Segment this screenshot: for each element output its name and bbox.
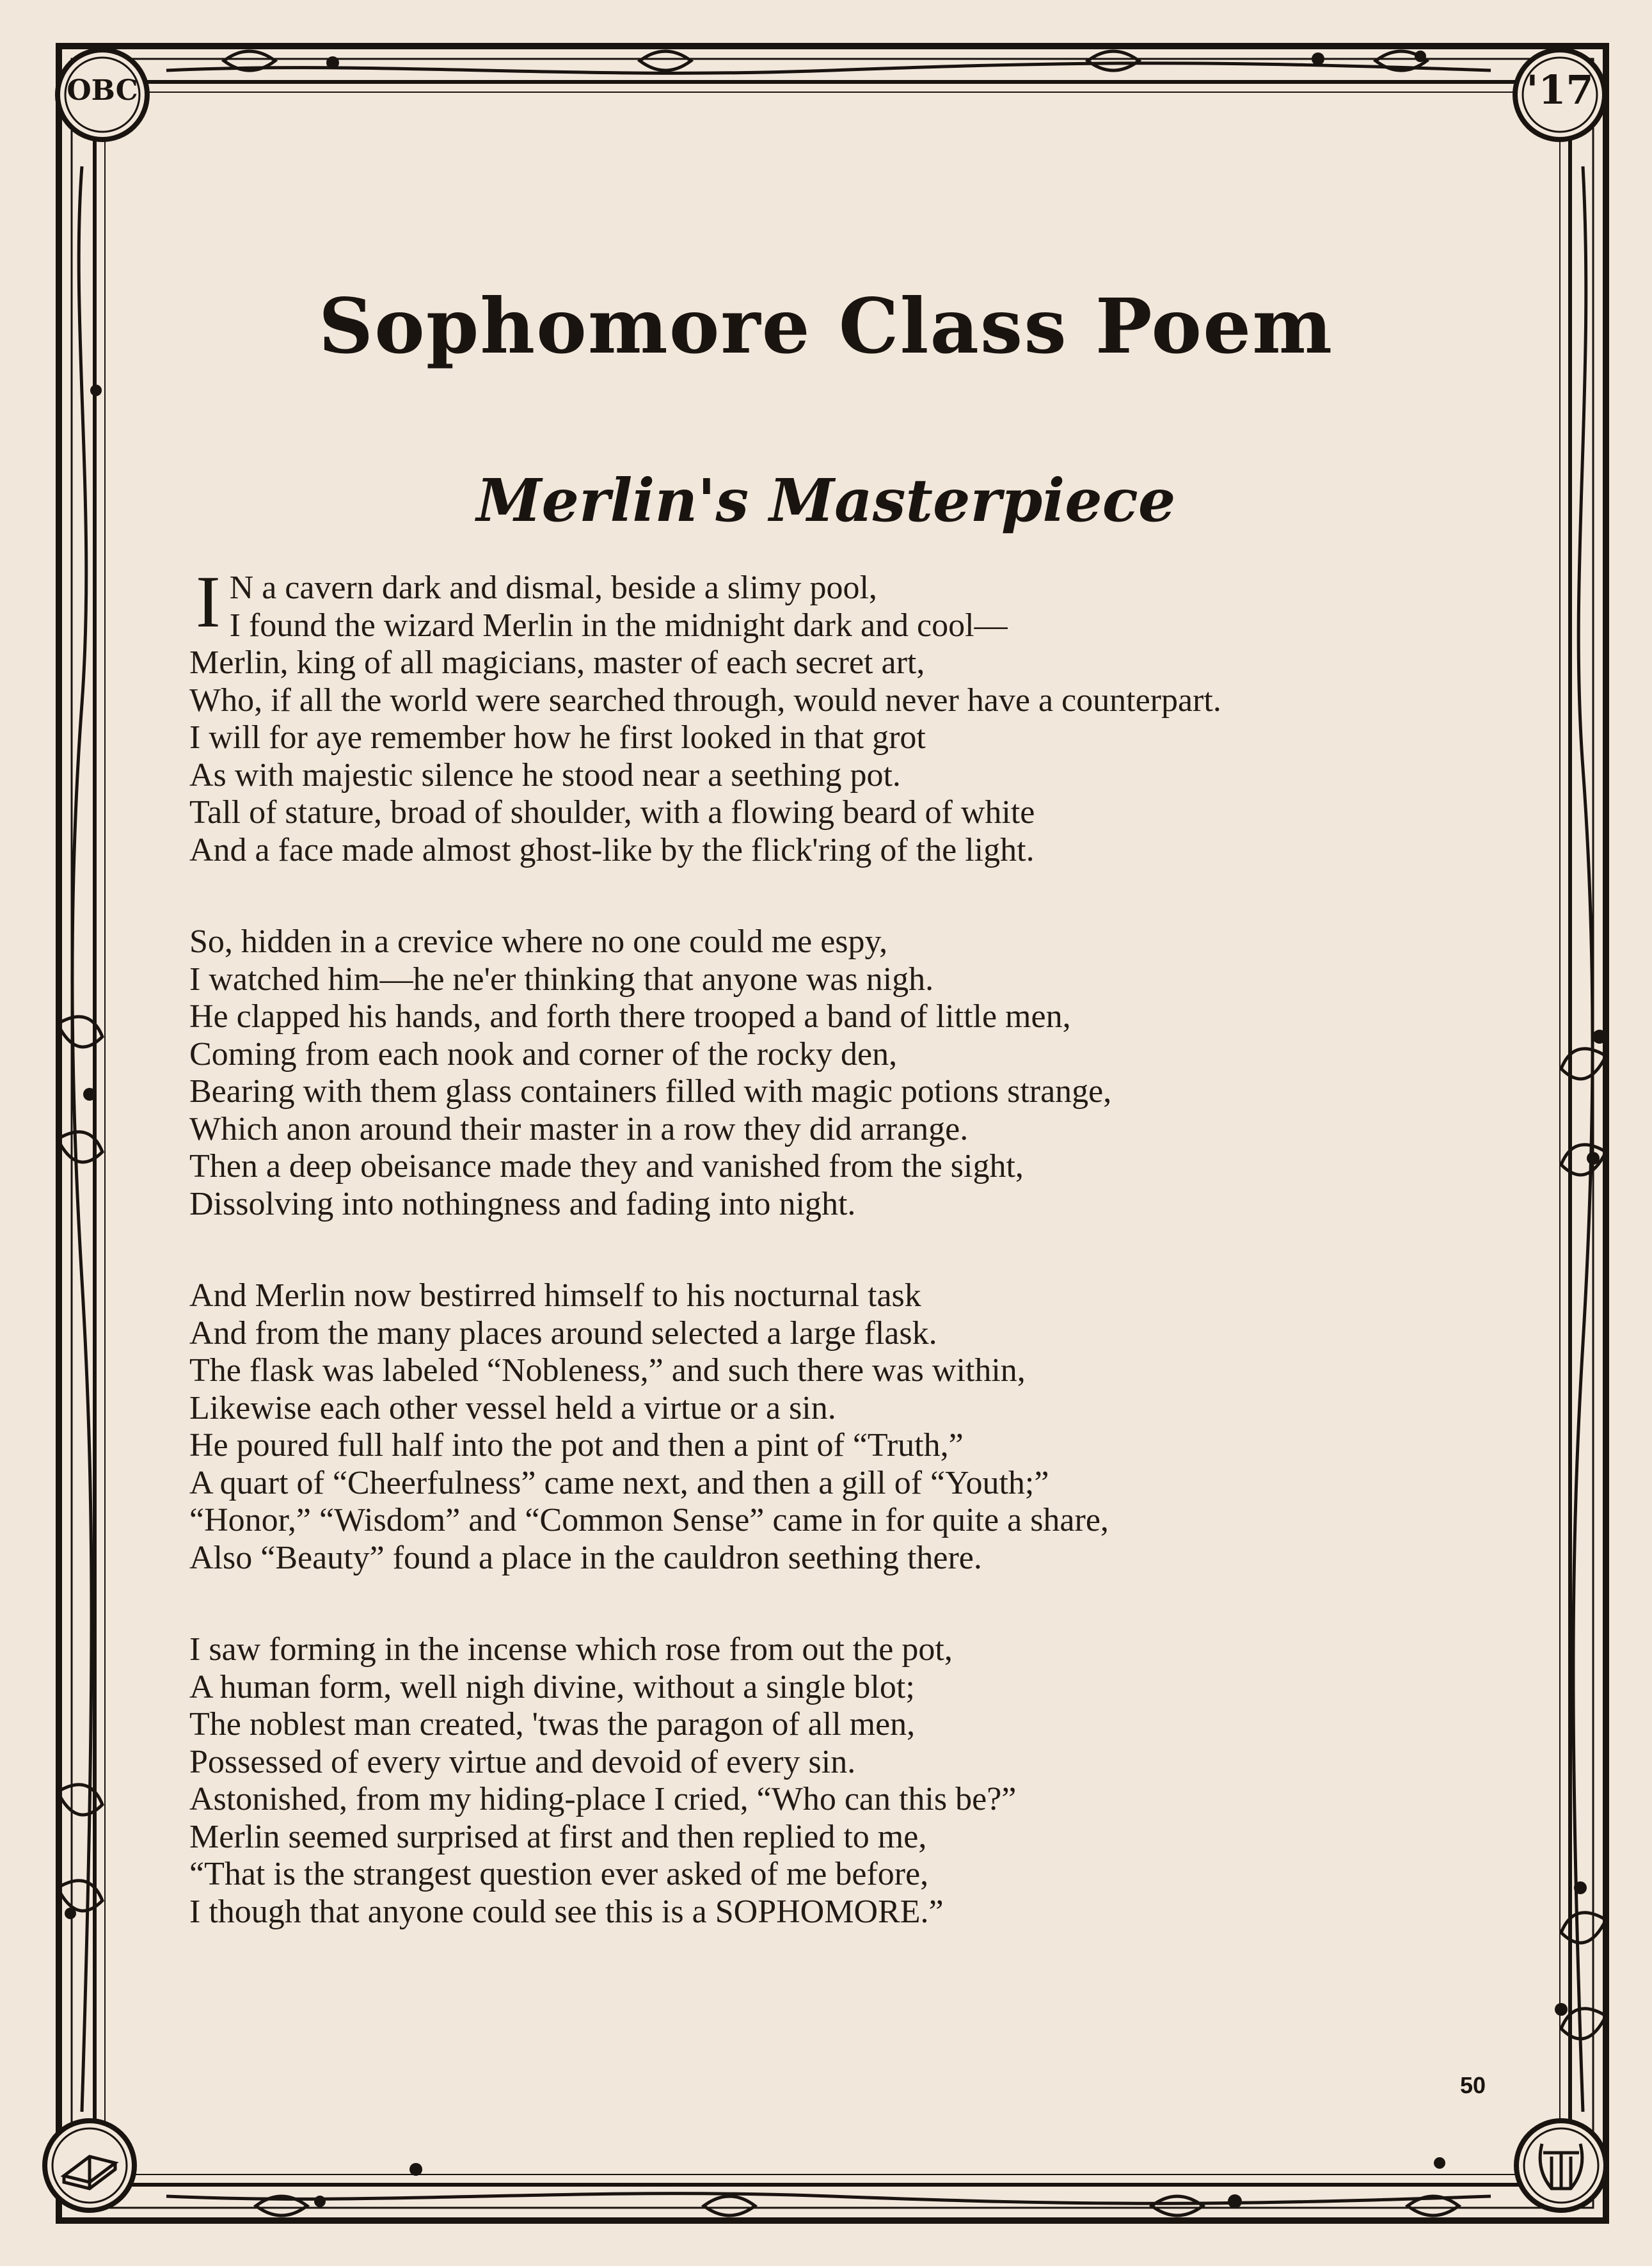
- poem-line: Who, if all the world were searched through, would never have a counterpart.: [189, 682, 1221, 719]
- poem-line: Bearing with them glass containers filled with magic potions strange,: [189, 1073, 1112, 1110]
- poem-line: Then a deep obeisance made they and vanished from the sight,: [189, 1148, 1024, 1185]
- poem-line: “Honor,” “Wisdom” and “Common Sense” came in for quite a share,: [189, 1502, 1109, 1538]
- stanza-1: [189, 561, 1520, 869]
- poem-subtitle: Merlin's Masterpiece: [476, 466, 1176, 535]
- poem-line: I found the wizard Merlin in the midnight dark and cool—: [229, 607, 1008, 644]
- poem-line: Dissolving into nothingness and fading into night.: [189, 1185, 856, 1222]
- poem-line: I saw forming in the incense which rose from out the pot,: [189, 1631, 953, 1668]
- poem-line: Coming from each nook and corner of the rocky den,: [189, 1035, 898, 1073]
- stanza-2: [189, 923, 1520, 1223]
- poem-line: And from the many places around selected a large flask.: [189, 1314, 937, 1352]
- poem-line: Astonished, from my hiding-place I cried, “Who can this be?”: [189, 1781, 1017, 1817]
- poem-line: Possessed of every virtue and devoid of every sin.: [189, 1743, 856, 1780]
- page-number: 50: [1460, 2072, 1486, 2098]
- poem-line: Likewise each other vessel held a virtue or a sin.: [189, 1389, 836, 1426]
- poem-line: And Merlin now bestirred himself to his nocturnal task: [189, 1277, 921, 1314]
- poem-line: Merlin, king of all magicians, master of each secret art,: [189, 644, 925, 681]
- corner-text-top-left: OBC: [67, 74, 138, 107]
- stanza-4: [189, 1631, 1520, 1931]
- poem-line: Which anon around their master in a row they did arrange.: [189, 1110, 969, 1147]
- poem-line: He clapped his hands, and forth there trooped a band of little men,: [189, 998, 1071, 1035]
- poem-line: The flask was labeled “Nobleness,” and such there was within,: [189, 1352, 1026, 1389]
- page-title: Sophomore Class Poem: [318, 282, 1334, 371]
- poem-line: As with majestic silence he stood near a seething pot.: [189, 756, 901, 794]
- poem-line: Merlin seemed surprised at first and then replied to me,: [189, 1818, 927, 1855]
- poem-body: [189, 561, 1520, 1985]
- poem-line: N a cavern dark and dismal, beside a slimy pool,: [229, 570, 877, 606]
- poem-line: He poured full half into the pot and then a pint of “Truth,”: [189, 1427, 964, 1464]
- poem-line: So, hidden in a crevice where no one could me espy,: [189, 923, 888, 960]
- poem-line: A quart of “Cheerfulness” came next, and then a gill of “Youth;”: [189, 1464, 1049, 1501]
- stanza-3: [189, 1277, 1520, 1577]
- poem-line: I will for aye remember how he first looked in that grot: [189, 719, 926, 756]
- poem-line: And a face made almost ghost-like by the flick'ring of the light.: [189, 831, 1035, 868]
- poem-line: I though that anyone could see this is a SOPHOMORE.”: [189, 1893, 944, 1930]
- poem-line: I watched him—he ne'er thinking that anyone was nigh.: [189, 961, 934, 998]
- poem-line: Tall of stature, broad of shoulder, with a flowing beard of white: [189, 794, 1035, 831]
- poem-line: A human form, well nigh divine, without a single blot;: [189, 1668, 915, 1705]
- poem-line: “That is the strangest question ever asked of me before,: [189, 1856, 929, 1892]
- poem-line: Also “Beauty” found a place in the cauldron seething there.: [189, 1539, 982, 1576]
- poem-line: The noblest man created, 'twas the paragon of all men,: [189, 1706, 916, 1743]
- drop-cap: I: [196, 561, 221, 643]
- corner-text-top-right: '17: [1526, 67, 1594, 113]
